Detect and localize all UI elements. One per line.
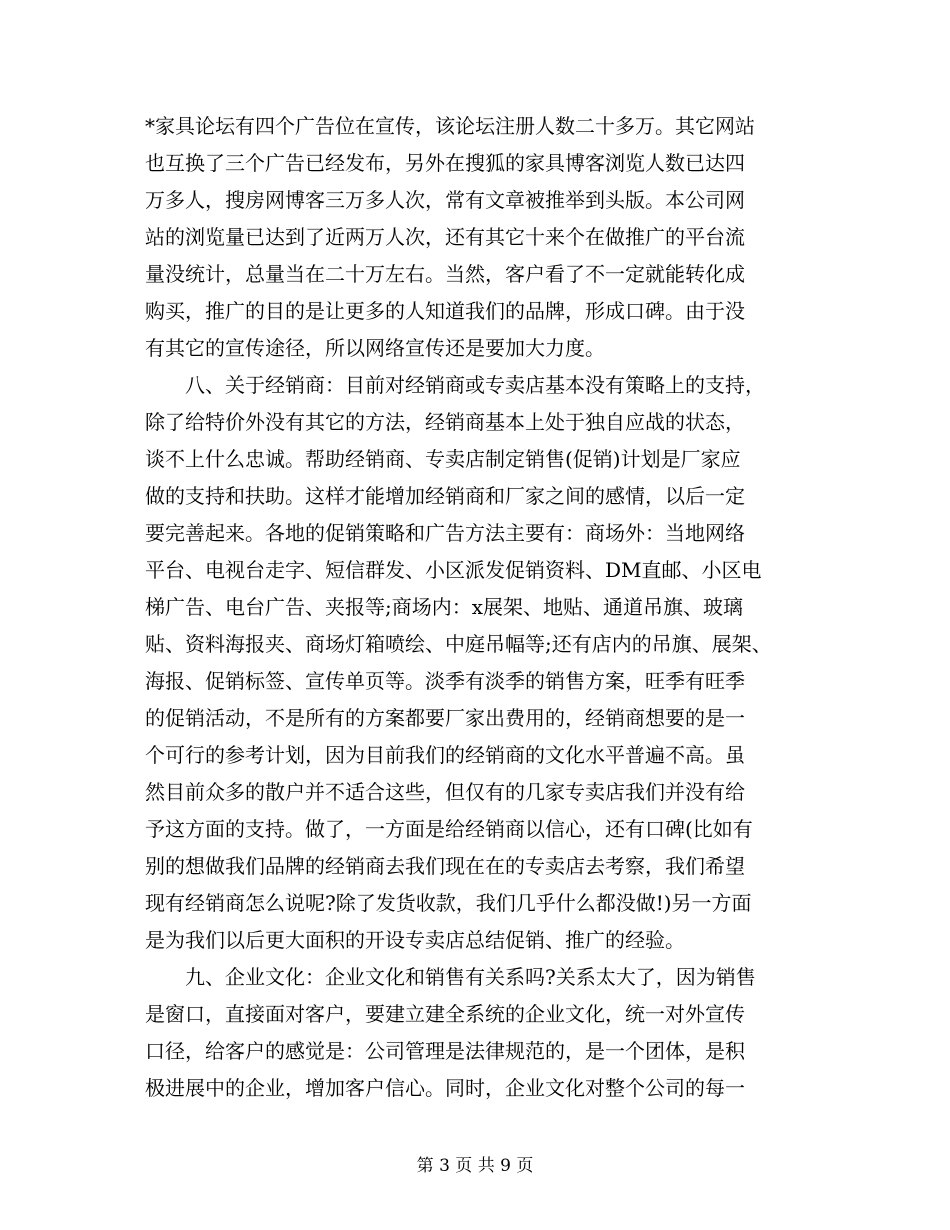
text-line: 万多人，搜房网博客三万多人次，常有文章被推举到头版。本公司网 xyxy=(145,188,745,212)
text-line: 要完善起来。各地的促销策略和广告方法主要有：商场外：当地网络 xyxy=(145,521,745,545)
text-line: 贴、资料海报夹、商场灯箱喷绘、中庭吊幅等;还有店内的吊旗、展架、 xyxy=(145,632,772,656)
text-line: 别的想做我们品牌的经销商去我们现在在的专卖店去考察，我们希望 xyxy=(145,854,745,878)
text-line: 九、企业文化：企业文化和销售有关系吗?关系太大了，因为销售 xyxy=(145,965,756,989)
text-line: 平台、电视台走字、短信群发、小区派发促销资料、DM直邮、小区电 xyxy=(145,558,762,582)
text-line: 八、关于经销商：目前对经销商或专卖店基本没有策略上的支持， xyxy=(145,373,765,397)
page-footer: 第 3 页 共 9 页 xyxy=(416,1156,534,1176)
text-line: 量没统计，总量当在二十万左右。当然，客户看了不一定就能转化成 xyxy=(145,262,745,286)
text-line: 梯广告、电台广告、夹报等;商场内：x展架、地贴、通道吊旗、玻璃 xyxy=(145,595,744,619)
text-line: 也互换了三个广告已经发布，另外在搜狐的家具博客浏览人数已达四 xyxy=(145,151,745,175)
text-line: 口径，给客户的感觉是：公司管理是法律规范的，是一个团体，是积 xyxy=(145,1039,745,1063)
text-line: 是窗口，直接面对客户，要建立建全系统的企业文化，统一对外宣传 xyxy=(145,1002,745,1026)
text-line: 有其它的宣传途径，所以网络宣传还是要加大力度。 xyxy=(145,336,605,360)
text-line: 现有经销商怎么说呢?除了发货收款，我们几乎什么都没做!)另一方面 xyxy=(145,891,752,915)
text-line: 海报、促销标签、宣传单页等。淡季有淡季的销售方案，旺季有旺季 xyxy=(145,669,745,693)
text-line: 谈不上什么忠诚。帮助经销商、专卖店制定销售(促销)计划是厂家应 xyxy=(145,447,741,471)
text-line: 的促销活动，不是所有的方案都要厂家出费用的，经销商想要的是一 xyxy=(145,706,745,730)
text-line: 除了给特价外没有其它的方法，经销商基本上处于独自应战的状态， xyxy=(145,410,745,434)
text-line: 做的支持和扶助。这样才能增加经销商和厂家之间的感情，以后一定 xyxy=(145,484,745,508)
text-line: 购买，推广的目的是让更多的人知道我们的品牌，形成口碑。由于没 xyxy=(145,299,745,323)
text-line: 予这方面的支持。做了，一方面是给经销商以信心，还有口碑(比如有 xyxy=(145,817,753,841)
text-line: 然目前众多的散户并不适合这些，但仅有的几家专卖店我们并没有给 xyxy=(145,780,745,804)
text-line: 站的浏览量已达到了近两万人次，还有其它十来个在做推广的平台流 xyxy=(145,225,745,249)
text-line: 是为我们以后更大面积的开设专卖店总结促销、推广的经验。 xyxy=(145,928,685,952)
text-line: 个可行的参考计划，因为目前我们的经销商的文化水平普遍不高。虽 xyxy=(145,743,745,767)
text-line: 极进展中的企业，增加客户信心。同时，企业文化对整个公司的每一 xyxy=(145,1076,745,1100)
text-line: *家具论坛有四个广告位在宣传，该论坛注册人数二十多万。其它网站 xyxy=(145,114,755,138)
